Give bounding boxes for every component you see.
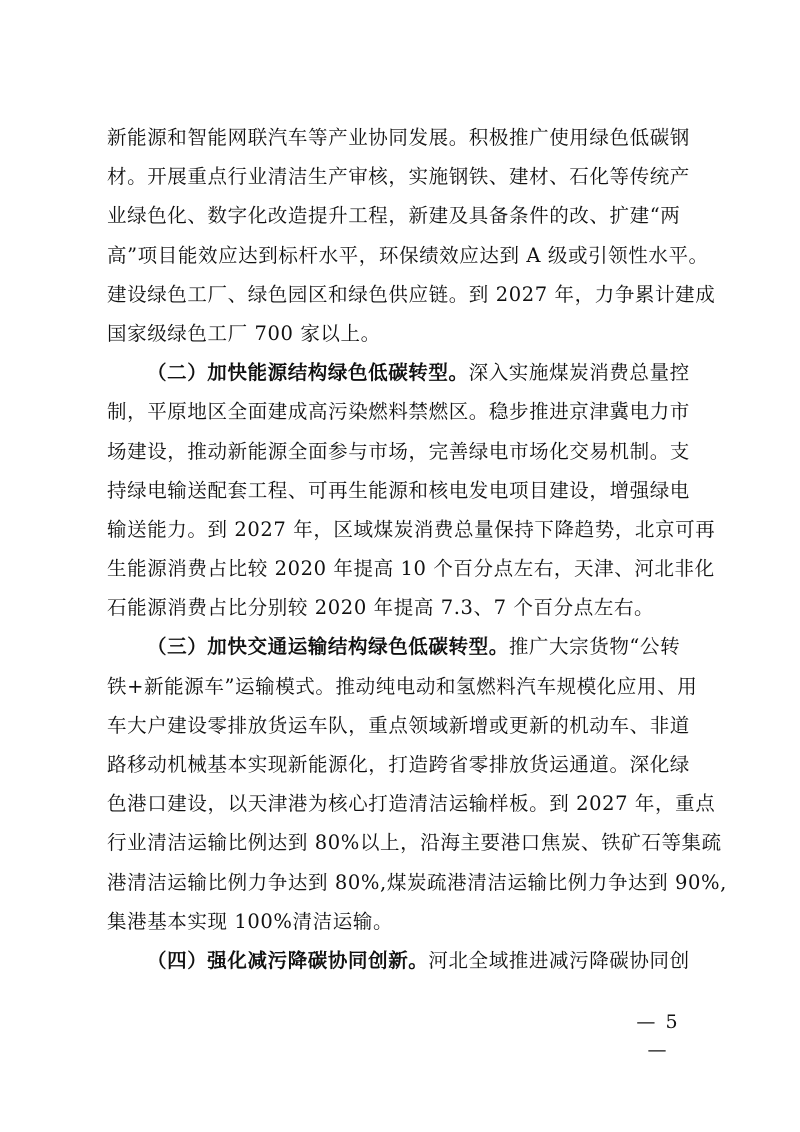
text-line: 场建设，推动新能源全面参与市场，完善绿电市场化交易机制。支 [107, 439, 690, 463]
text-run: 深入实施煤炭消费总量控 [468, 361, 690, 385]
document-body [107, 118, 727, 980]
text-line: 车大户建设零排放货运车队，重点领域新增或更新的机动车、非道 [107, 713, 690, 737]
section-heading-transport: （三）加快交通运输结构绿色低碳转型。 [147, 635, 509, 659]
text-line: 色港口建设，以天津港为核心打造清洁运输样板。到 2027 年，重点 [107, 792, 716, 816]
text-run: 河北全域推进减污降碳协同创 [428, 948, 690, 972]
text-line: 输送能力。到 2027 年，区域煤炭消费总量保持下降趋势，北京可再 [107, 517, 716, 541]
text-line: 持绿电输送配套工程、可再生能源和核电发电项目建设，增强绿电 [107, 478, 690, 502]
paragraph-first-line [107, 627, 695, 666]
text-line: 石能源消费占比分别较 2020 年提高 7.3、7 个百分点左右。 [107, 596, 655, 620]
paragraph-pollution-carbon [107, 941, 695, 980]
text-line: 国家级绿色工厂 700 家以上。 [107, 321, 381, 345]
text-line: 铁+新能源车”运输模式。推动纯电动和氢燃料汽车规模化应用、用 [107, 674, 698, 698]
text-line: 集港基本实现 100%清洁运输。 [107, 909, 394, 933]
paragraph-energy [107, 353, 716, 627]
section-heading-pollution-carbon: （四）强化减污降碳协同创新。 [147, 948, 429, 972]
paragraph-first-line [107, 941, 695, 980]
text-line: 新能源和智能网联汽车等产业协同发展。积极推广使用绿色低碳钢 [107, 126, 690, 149]
section-heading-energy: （二）加快能源结构绿色低碳转型。 [147, 361, 469, 385]
text-line: 路移动机械基本实现新能源化，打造跨省零排放货运通道。深化绿 [107, 753, 690, 776]
text-line: 生能源消费占比较 2020 年提高 10 个百分点左右，天津、河北非化 [107, 557, 715, 581]
text-line: 制，平原地区全面建成高污染燃料禁燃区。稳步推进京津冀电力市 [107, 400, 690, 424]
text-line: 材。开展重点行业清洁生产审核，实施钢铁、建材、石化等传统产 [107, 165, 690, 189]
text-line: 行业清洁运输比例达到 80%以上，沿海主要港口焦炭、铁矿石等集疏 [107, 831, 722, 855]
text-run: 推广大宗货物“公转 [508, 635, 681, 659]
paragraph-industry [107, 118, 716, 353]
text-line: 建设绿色工厂、绿色园区和绿色供应链。到 2027 年，力争累计建成 [107, 282, 716, 306]
text-line: 港清洁运输比例力争达到 80%,煤炭疏港清洁运输比例力争达到 90%, [107, 870, 727, 894]
paragraph-transport [107, 627, 727, 941]
paragraph-first-line [107, 353, 695, 392]
text-line: 高”项目能效应达到标杆水平，环保绩效应达到 A 级或引领性水平。 [107, 243, 709, 267]
text-line: 业绿色化、数字化改造提升工程，新建及具备条件的改、扩建“两 [107, 204, 681, 228]
page-number: — 5 — [636, 1011, 680, 1061]
